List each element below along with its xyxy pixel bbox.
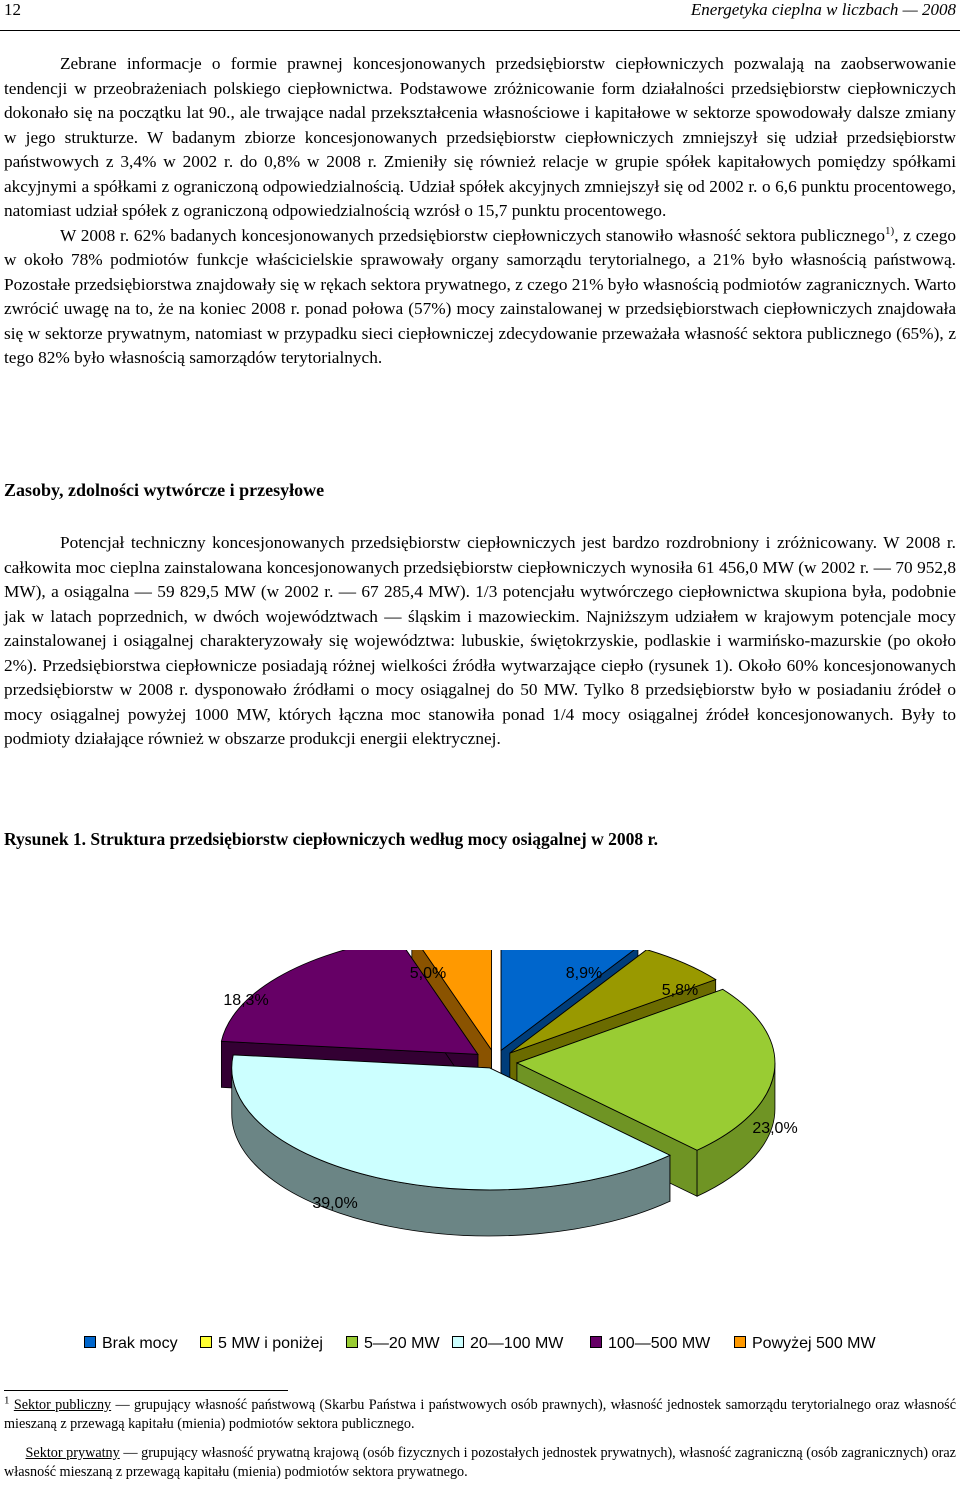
paragraph-public-sector-part2: , z czego w około 78% podmiotów funkcje właścicielskie sprawowały organy samorządu terytorialnego, a 21% było własnością państwową. Pozostałe przedsiębiorstwa znajdowały się w rękach sektora prywatnego, z czego 21% było własnością podmiotów zagranicznych. Warto zwrócić uwagę na to, że na koniec 2008 r. ponad połowa (57%) mocy zainstalowanej w przedsiębiorstwach ciepłowniczych znajdowała się w sektorze prywatnym, natomiast w przypadku sieci ciepłowniczej zdecydowanie przeważała własność sektora publicznego (65%), z tego 82% było własnością samorządów terytorialnych. [4, 225, 956, 367]
legend-swatch-1 [200, 1336, 212, 1348]
legend-swatch-4 [590, 1336, 602, 1348]
figure-caption: Rysunek 1. Struktura przedsiębiorstw ciepłowniczych według mocy osiągalnej w 2008 r. [4, 829, 659, 849]
pie-chart [0, 950, 960, 1370]
footnote-text-public: — grupujący własność państwową (Skarbu Państwa i państwowych osób prawnych), własność jednostek samorządu terytorialnego oraz własność mieszaną z przewagą kapitału (mienia) podmiotów sektora publicznego. [4, 1397, 956, 1432]
page-header [0, 0, 960, 31]
legend-item-1 [200, 1335, 323, 1353]
legend-item-3 [452, 1335, 563, 1353]
legend-item-4 [590, 1335, 710, 1353]
legend-item-2 [346, 1335, 440, 1353]
footnote-term-private: Sektor prywatny [25, 1445, 120, 1461]
footnote-rule [4, 1390, 288, 1391]
legend-swatch-0 [84, 1336, 96, 1348]
page-number: 12 [4, 0, 21, 19]
pie-label-5: 5,0% [409, 965, 447, 982]
legend-swatch-5 [734, 1336, 746, 1348]
legend-label-4: 100—500 MW [608, 1335, 711, 1352]
footnote-marker: 1 [4, 1394, 10, 1407]
paragraph-public-sector [4, 224, 956, 371]
legend-swatch-3 [452, 1336, 464, 1348]
legend-item-5 [734, 1335, 876, 1353]
legend-swatch-2 [346, 1336, 358, 1348]
pie-label-4: 18,3% [223, 992, 269, 1009]
pie-label-2: 23,0% [752, 1120, 798, 1137]
intro-text [4, 52, 956, 371]
pie-label-3: 39,0% [312, 1195, 358, 1212]
pie-label-0: 8,9% [565, 965, 603, 982]
legend-label-3: 20—100 MW [470, 1335, 564, 1352]
pie-label-1: 5,8% [661, 982, 699, 999]
legend-label-5: Powyżej 500 MW [752, 1335, 876, 1352]
footnote-ref: 1) [885, 224, 895, 237]
footnote-term-public: Sektor publiczny [13, 1397, 112, 1413]
paragraph-technical-potential: Potencjał techniczny koncesjonowanych przedsiębiorstw ciepłowniczych jest bardzo rozdrobniony i zróżnicowany. W 2008 r. całkowita moc cieplna zainstalowana koncesjonowanych przedsiębiorstw ciepłowniczych wynosiła 61 456,0 MW (w 2002 r. — 70 952,8 MW), a osiągalna — 59 829,5 MW (w 2002 r. — 67 285,4 MW). 1/3 potencjału wytwórczego ciepłownictwa skupiona była, podobnie jak w latach poprzednich, w dwóch województwach — śląskim i mazowieckim. Najniższym udziałem w krajowym potencjale mocy zainstalowanej i osiągalnej charakteryzowały się województwa: lubuskie, świętokrzyskie, podlaskie i warmińsko-mazurskie (po około 2%). Przedsiębiorstwa ciepłownicze posiadają różnej wielkości źródła wytwarzające ciepło (rysunek 1). Około 60% koncesjonowanych przedsiębiorstw w 2008 r. dysponowało źródłami o mocy osiągalnej do 50 MW. Tylko 8 przedsiębiorstw było w posiadaniu źródeł o mocy osiągalnej powyżej 1000 MW, których łączna moc stanowiła ponad 1/4 mocy osiągalnej źródeł koncesjonowanych. Były to podmioty działające również w obszarze produkcji energii elektrycznej. [4, 533, 956, 748]
legend-label-0: Brak mocy [102, 1335, 178, 1352]
resources-text [4, 531, 956, 752]
footnote-text-private: — grupujący własność prywatną krajową (osób fizycznych i pozostałych jednostek prywatnych), własność zagraniczną (osób zagranicznych) oraz własność mieszaną z przewagą kapitału (mienia) podmiotów sektora prywatnego. [4, 1445, 956, 1480]
legend-label-2: 5—20 MW [364, 1335, 440, 1352]
legend-item-0 [84, 1335, 178, 1353]
paragraph-ownership-forms: Zebrane informacje o formie prawnej koncesjonowanych przedsiębiorstw ciepłowniczych pozwalają na zaobserwowanie tendencji w przeobrażeniach polskiego ciepłownictwa. Podstawowe zróżnicowanie form działalności przedsiębiorstw ciepłowniczych dokonało się na początku lat 90., ale trwające nadal przekształcenia własnościowe i kapitałowe w sektorze spowodowały dalsze zmiany w jego strukturze. W badanym zbiorze koncesjonowanych przedsiębiorstw ciepłowniczych zmniejszył się udział przedsiębiorstw państwowych z 3,4% w 2002 r. do 0,8% w 2008 r. Zmieniły się również relacje w grupie spółek kapitałowych pomiędzy spółkami akcyjnymi a spółkami z ograniczoną odpowiedzialnością. Udział spółek akcyjnych zmniejszył się od 2002 r. o 6,6 punktu procentowego, natomiast udział spółek z ograniczoną odpowiedzialnością wzrósł o 15,7 punktu procentowego. [4, 54, 956, 220]
paragraph-public-sector-part1: W 2008 r. 62% badanych koncesjonowanych przedsiębiorstw ciepłowniczych stanowiło własność sektora publicznego [60, 225, 886, 245]
legend-label-1: 5 MW i poniżej [218, 1335, 323, 1352]
footnote-public-sector [4, 1396, 956, 1434]
chart-legend [84, 1335, 944, 1357]
footnote-private-sector [4, 1444, 956, 1482]
section-title: Zasoby, zdolności wytwórcze i przesyłowe [4, 480, 325, 500]
running-title: Energetyka cieplna w liczbach — 2008 [690, 0, 956, 19]
